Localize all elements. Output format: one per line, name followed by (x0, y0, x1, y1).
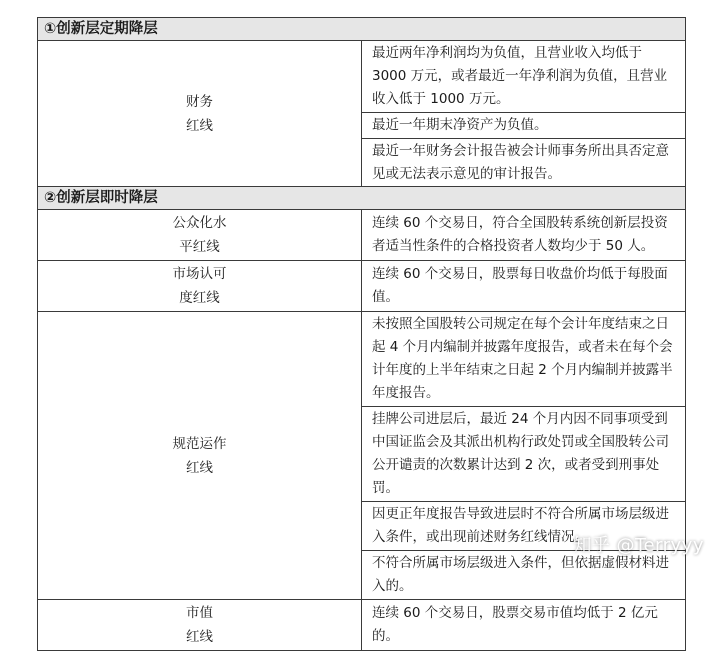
criterion-cell: 未按照全国股转公司规定在每个会计年度结束之日起 4 个月内编制并披露年度报告，或者未在每个会计年度的上半年结束之日起 2 个月内编制并披露半年度报告。 (362, 312, 686, 407)
table-row (38, 261, 686, 312)
table-row (38, 210, 686, 261)
row-label-public (38, 210, 362, 261)
row-label-compliance (38, 312, 362, 600)
criterion-cell: 连续 60 个交易日，股票每日收盘价均低于每股面值。 (362, 261, 686, 312)
row-label-financial (38, 41, 362, 188)
section-title: ②创新层即时降层 (38, 187, 686, 210)
section-title: ①创新层定期降层 (38, 18, 686, 41)
table-row (38, 41, 686, 113)
criterion-cell: 最近一年财务会计报告被会计师事务所出具否定意见或无法表示意见的审计报告。 (362, 139, 686, 188)
criterion-cell: 最近两年净利润均为负值，且营业收入均低于 3000 万元，或者最近一年净利润为负值，且营业收入低于 1000 万元。 (362, 41, 686, 113)
regular-downgrade-table (37, 17, 686, 188)
row-label-text: 财务 红线 (186, 94, 213, 134)
immediate-downgrade-table (37, 186, 686, 651)
criterion-cell: 连续 60 个交易日，股票交易市值均低于 2 亿元的。 (362, 600, 686, 651)
criterion-cell: 挂牌公司进层后，最近 24 个月内因不同事项受到中国证监会及其派出机构行政处罚或全国股转公司公开谴责的次数累计达到 2 次，或者受到刑事处罚。 (362, 407, 686, 502)
row-label-market-cap (38, 600, 362, 651)
criterion-cell: 不符合所属市场层级进入条件，但依据虚假材料进入的。 (362, 551, 686, 600)
criterion-cell: 最近一年期末净资产为负值。 (362, 113, 686, 139)
row-label-text: 公众化水 平红线 (172, 215, 227, 255)
watermark-text: 知乎 @Terryyy (573, 535, 704, 556)
row-label-text: 市值 红线 (186, 605, 213, 645)
table-row (38, 312, 686, 407)
row-label-market (38, 261, 362, 312)
row-label-text: 市场认可 度红线 (172, 266, 227, 306)
criterion-cell: 因更正年度报告导致进层时不符合所属市场层级进入条件，或出现前述财务红线情况。 (362, 502, 686, 551)
table-title-row (38, 18, 686, 41)
table-row (38, 600, 686, 651)
criterion-cell: 连续 60 个交易日，符合全国股转系统创新层投资者适当性条件的合格投资者人数均少于 50 人。 (362, 210, 686, 261)
table-title-row (38, 187, 686, 210)
row-label-text: 规范运作 红线 (172, 435, 227, 476)
